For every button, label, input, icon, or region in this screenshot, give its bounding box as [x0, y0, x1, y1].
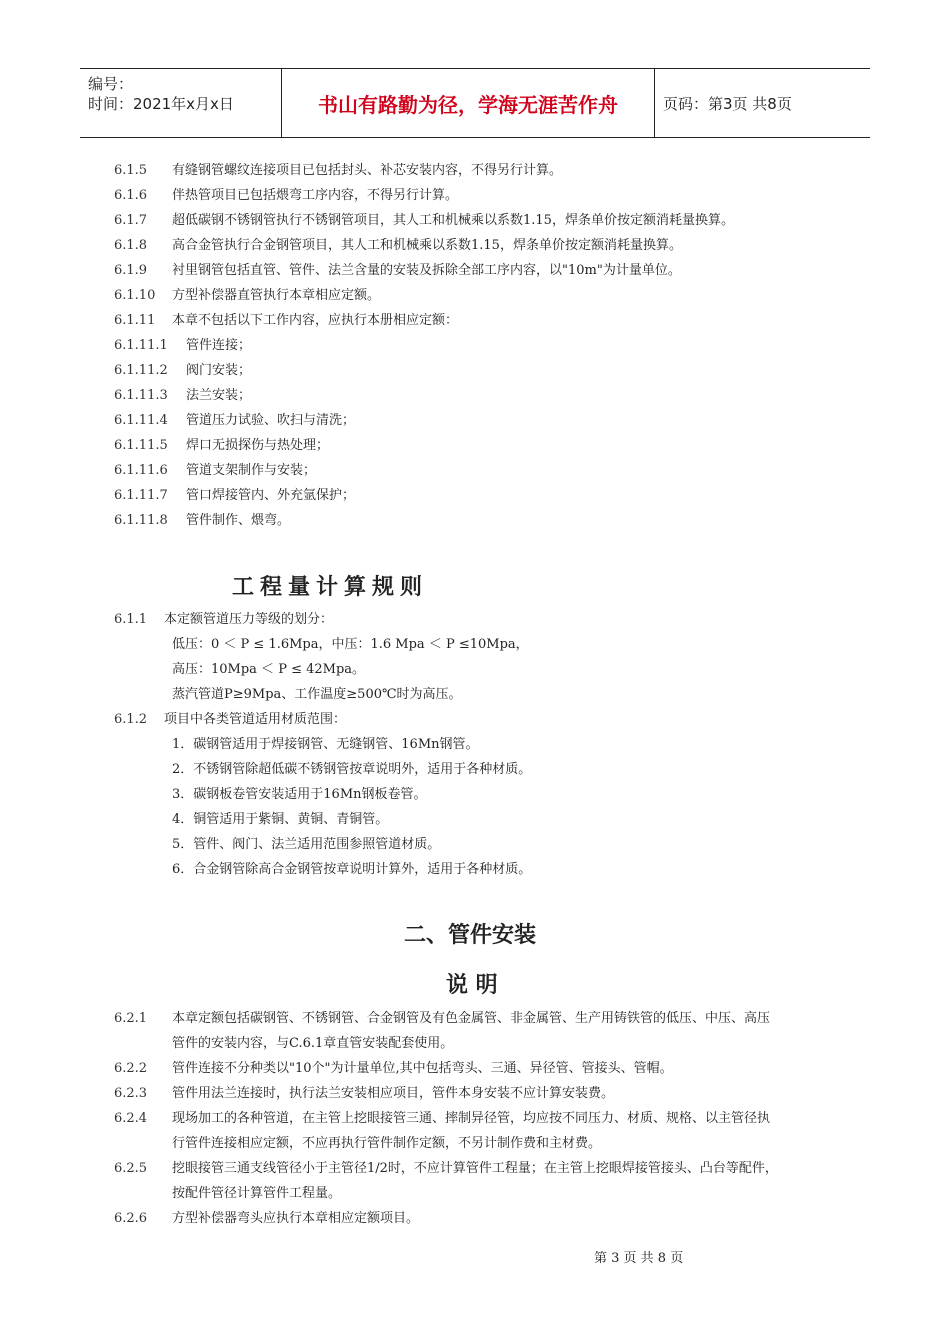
note-item [114, 213, 734, 229]
item-text: 管件连接不分种类以"10个"为计量单位,其中包括弯头、三通、异径管、管接头、管帽。 [172, 1061, 673, 1076]
section2-note-item [114, 1186, 341, 1202]
item-number: 6.1.11.7 [114, 488, 168, 503]
item-text: 行管件连接相应定额，不应再执行管件制作定额，不另计制作费和主材费。 [172, 1136, 602, 1151]
section2-note-item [114, 1036, 453, 1052]
item-number: 6.1.9 [114, 263, 148, 278]
rule-item [172, 637, 529, 653]
item-text: 挖眼接管三通支线管径小于主管径1/2时，不应计算管件工程量；在主管上挖眼焊接管接头、凸台等配件， [172, 1161, 778, 1176]
item-text: 高合金管执行合金钢管项目，其人工和机械乘以系数1.15，焊条单价按定额消耗量换算。 [172, 238, 682, 253]
section2-note-item [114, 1061, 673, 1077]
item-text: 蒸汽管道P≥9Mpa、工作温度≥500℃时为高压。 [172, 687, 462, 702]
rule-item [114, 712, 346, 728]
rule-item [114, 612, 333, 628]
code-label: 编号： [88, 75, 134, 93]
date-label: 时间：2021年x月x日 [88, 95, 234, 113]
item-number: 6.1.1 [114, 612, 148, 627]
item-number: 6.2.3 [114, 1086, 148, 1101]
rule-item [172, 837, 440, 853]
rule-item [172, 662, 365, 678]
item-number: 6.1.11.6 [114, 463, 168, 478]
rule-item [172, 737, 479, 753]
section2-title: 二、管件安装 [404, 923, 537, 948]
note-item [114, 463, 316, 479]
section2-note-item [114, 1011, 770, 1027]
item-text: 高压：10Mpa ＜ P ≤ 42Mpa。 [172, 662, 366, 677]
item-text: 管道支架制作与安装； [186, 463, 317, 478]
note-item [114, 413, 355, 429]
item-text: 本定额管道压力等级的划分： [164, 612, 334, 627]
item-text: 衬里钢管包括直管、管件、法兰含量的安装及拆除全部工序内容，以"10m"为计量单位。 [172, 263, 681, 278]
note-item [114, 288, 380, 304]
rule-item [172, 762, 531, 778]
item-number: 6.2.6 [114, 1211, 148, 1226]
section2-note-item [114, 1136, 601, 1152]
section2-note-item [114, 1161, 778, 1177]
section2-note-item [114, 1111, 770, 1127]
item-text: 2．不锈钢管除超低碳不锈钢管按章说明外，适用于各种材质。 [172, 762, 532, 777]
item-number: 6.1.11.5 [114, 438, 168, 453]
rule-item [172, 862, 531, 878]
item-number: 6.1.2 [114, 712, 148, 727]
item-text: 现场加工的各种管道，在主管上挖眼接管三通、摔制异径管，均应按不同压力、材质、规格、以主管径执 [172, 1111, 771, 1126]
section2-note-item [114, 1211, 419, 1227]
item-number: 6.1.11.4 [114, 413, 168, 428]
item-text: 超低碳钢不锈钢管执行不锈钢管项目，其人工和机械乘以系数1.15，焊条单价按定额消耗量换算。 [172, 213, 734, 228]
note-item [114, 163, 562, 179]
note-item [114, 188, 458, 204]
note-item [114, 338, 251, 354]
item-text: 有缝钢管螺纹连接项目已包括封头、补芯安装内容，不得另行计算。 [172, 163, 563, 178]
header-motto: 书山有路勤为径，学海无涯苦作舟 [281, 69, 655, 137]
item-text: 法兰安装； [186, 388, 252, 403]
item-text: 按配件管径计算管件工程量。 [172, 1186, 342, 1201]
item-number: 6.1.11.2 [114, 363, 168, 378]
item-text: 4．铜管适用于紫铜、黄铜、青铜管。 [172, 812, 389, 827]
item-number: 6.2.5 [114, 1161, 148, 1176]
page-footer: 第 3 页 共 8 页 [594, 1251, 684, 1266]
item-text: 管件的安装内容，与C.6.1章直管安装配套使用。 [172, 1036, 454, 1051]
item-text: 伴热管项目已包括煨弯工序内容，不得另行计算。 [172, 188, 459, 203]
item-text: 低压：0 ＜ P ≤ 1.6Mpa，中压：1.6 Mpa ＜ P ≤10Mpa， [172, 637, 529, 652]
item-text: 本章不包括以下工作内容，应执行本册相应定额： [172, 313, 459, 328]
item-text: 焊口无损探伤与热处理； [186, 438, 330, 453]
item-number: 6.1.11.8 [114, 513, 168, 528]
note-item [114, 388, 251, 404]
note-item [114, 513, 290, 529]
note-item [114, 438, 329, 454]
rule-item [172, 812, 388, 828]
item-text: 3．碳钢板卷管安装适用于16Mn钢板卷管。 [172, 787, 427, 802]
header-info [80, 69, 281, 137]
item-text: 方型补偿器直管执行本章相应定额。 [172, 288, 381, 303]
note-item [114, 488, 355, 504]
item-text: 阀门安装； [186, 363, 252, 378]
section2-note-item [114, 1086, 614, 1102]
rule-item [172, 787, 427, 803]
section2-subtitle: 说 明 [446, 973, 498, 998]
item-text: 本章定额包括碳钢管、不锈钢管、合金钢管及有色金属管、非金属管、生产用铸铁管的低压、中压、高压 [172, 1011, 771, 1026]
item-number: 6.1.7 [114, 213, 148, 228]
item-text: 管件制作、煨弯。 [186, 513, 291, 528]
item-text: 管件连接； [186, 338, 252, 353]
item-text: 管件用法兰连接时，执行法兰安装相应项目，管件本身安装不应计算安装费。 [172, 1086, 615, 1101]
item-number: 6.1.10 [114, 288, 156, 303]
note-item [114, 363, 251, 379]
item-number: 6.1.11 [114, 313, 156, 328]
item-text: 5．管件、阀门、法兰适用范围参照管道材质。 [172, 837, 441, 852]
item-text: 管道压力试验、吹扫与清洗； [186, 413, 356, 428]
note-item [114, 313, 458, 329]
item-text: 1．碳钢管适用于焊接钢管、无缝钢管、16Mn钢管。 [172, 737, 479, 752]
item-text: 6．合金钢管除高合金钢管按章说明计算外，适用于各种材质。 [172, 862, 532, 877]
note-item [114, 263, 681, 279]
item-number: 6.2.4 [114, 1111, 148, 1126]
item-number: 6.1.6 [114, 188, 148, 203]
header-page-label: 页码：第3页 共8页 [663, 94, 792, 113]
item-number: 6.1.5 [114, 163, 148, 178]
item-number: 6.2.1 [114, 1011, 148, 1026]
document-header [80, 68, 870, 138]
rule-item [172, 687, 462, 703]
item-number: 6.2.2 [114, 1061, 148, 1076]
item-text: 项目中各类管道适用材质范围： [164, 712, 347, 727]
item-number: 6.1.11.3 [114, 388, 168, 403]
rules-title: 工程量计算规则 [232, 575, 429, 600]
item-text: 方型补偿器弯头应执行本章相应定额项目。 [172, 1211, 420, 1226]
item-number: 6.1.8 [114, 238, 148, 253]
item-number: 6.1.11.1 [114, 338, 168, 353]
note-item [114, 238, 682, 254]
item-text: 管口焊接管内、外充氩保护； [186, 488, 356, 503]
